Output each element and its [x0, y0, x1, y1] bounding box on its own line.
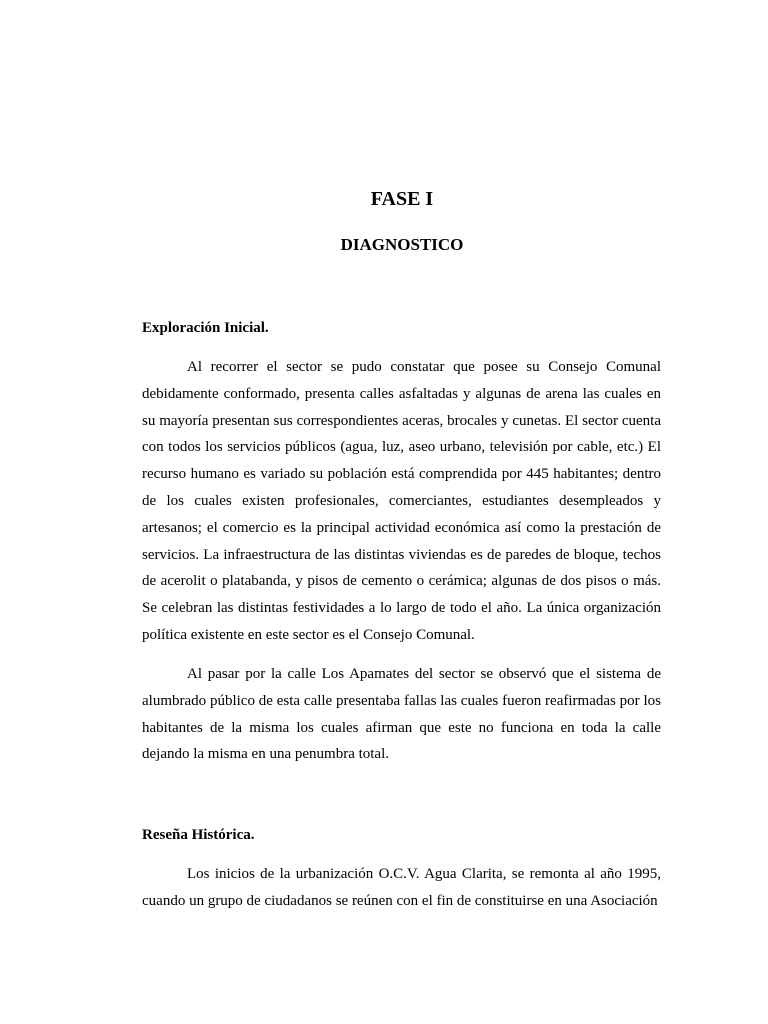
section-heading-exploracion: Exploración Inicial.: [142, 320, 269, 336]
paragraph-exploracion-1: Al recorrer el sector se pudo constatar que posee su Consejo Comunal debidamente conformado, presenta calles asfaltadas y algunas de arena las cuales en su mayoría presentan sus correspondientes aceras, brocales y cunetas. El sector cuenta con todos los servicios públicos (agua, luz, aseo urbano, televisión por cable, etc.) El recurso humano es variado su población está comprendida por 445 habitantes; dentro de los cuales existen profesionales, comerciantes, estudiantes desempleados y artesanos; el comercio es la principal actividad económica así como la prestación de servicios. La infraestructura de las distintas viviendas es de paredes de bloque, techos de acerolit o platabanda, y pisos de cemento o cerámica; algunas de dos pisos o más. Se celebran las distintas festividades a lo largo de todo el año. La única organización política existente en este sector es el Consejo Comunal.: [142, 359, 661, 643]
page-subtitle: DIAGNOSTICO: [340, 235, 464, 254]
paragraph-exploracion-2: Al pasar por la calle Los Apamates del sector se observó que el sistema de alumbrado público de esta calle presentaba fallas las cuales fueron reafirmadas por los habitantes de la misma los cuales afirman que este no funciona en toda la calle dejando la misma en una penumbra total.: [142, 666, 661, 763]
page-title: FASE I: [370, 188, 434, 210]
section-heading-resena: Reseña Histórica.: [142, 827, 255, 843]
paragraph-resena-1: Los inicios de la urbanización O.C.V. Agua Clarita, se remonta al año 1995, cuando un grupo de ciudadanos se reúnen con el fin de constituirse en una Asociación: [142, 866, 661, 909]
